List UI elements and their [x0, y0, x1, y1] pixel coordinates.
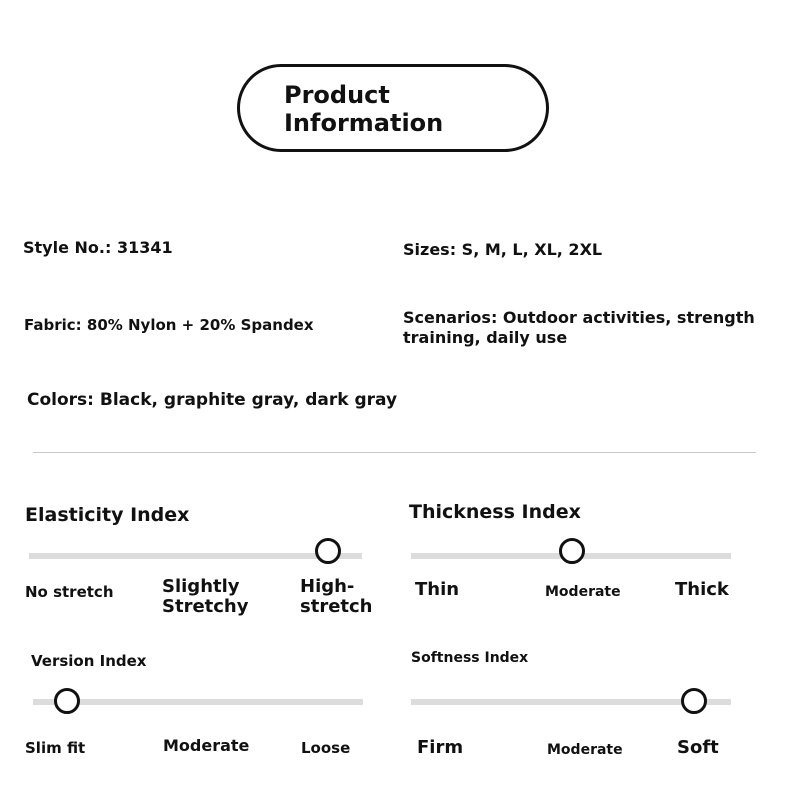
version-index-title: Version Index — [31, 652, 147, 670]
elasticity-label-mid: Slightly Stretchy — [162, 576, 249, 617]
thickness-index-title: Thickness Index — [409, 501, 581, 523]
elasticity-knob — [315, 538, 341, 564]
scenarios: Scenarios: Outdoor activities, strength training, daily use — [403, 308, 755, 347]
style-number: Style No.: 31341 — [23, 238, 173, 257]
softness-index-title: Softness Index — [411, 650, 529, 666]
sizes: Sizes: S, M, L, XL, 2XL — [403, 240, 603, 259]
softness-label-mid: Moderate — [547, 742, 623, 758]
elasticity-track — [29, 553, 362, 559]
elasticity-label-high: High-stretch — [300, 576, 373, 617]
divider — [33, 452, 756, 453]
elasticity-index-title: Elasticity Index — [25, 504, 190, 526]
version-label-low: Slim fit — [25, 739, 86, 757]
version-knob — [54, 688, 80, 714]
fabric: Fabric: 80% Nylon + 20% Spandex — [24, 316, 314, 334]
softness-label-high: Soft — [677, 737, 719, 758]
version-label-high: Loose — [301, 739, 351, 757]
page-title: Product Information — [284, 81, 444, 137]
colors: Colors: Black, graphite gray, dark gray — [27, 390, 398, 410]
elasticity-label-low: No stretch — [25, 583, 114, 601]
version-track — [33, 699, 363, 705]
thickness-label-mid: Moderate — [545, 584, 621, 600]
version-label-mid: Moderate — [163, 736, 250, 755]
softness-label-low: Firm — [417, 737, 464, 758]
softness-knob — [681, 688, 707, 714]
title-pill — [237, 64, 549, 152]
thickness-knob — [559, 538, 585, 564]
thickness-label-low: Thin — [415, 579, 460, 600]
thickness-label-high: Thick — [675, 579, 729, 600]
